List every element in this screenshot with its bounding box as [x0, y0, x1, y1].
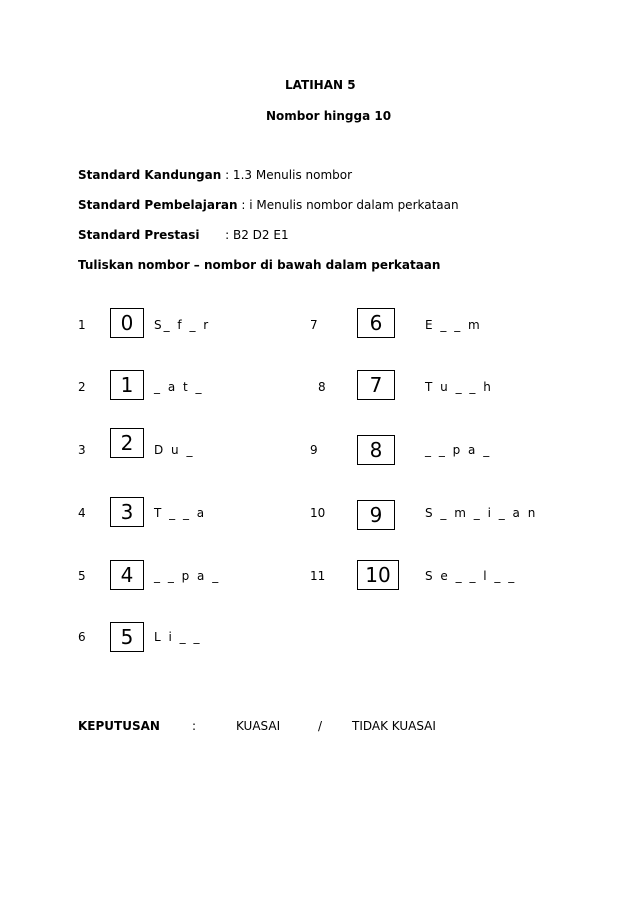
standard-kandungan-label: Standard Kandungan [78, 168, 222, 182]
word-blank: S _ m _ i _ a n [425, 506, 538, 520]
item-number: 6 [78, 630, 86, 644]
item-number: 11 [310, 569, 326, 583]
option-kuasai[interactable]: KUASAI [236, 719, 281, 733]
word-blank: S_ f _ r [154, 318, 211, 332]
digit-box: 6 [357, 308, 395, 338]
item-number: 2 [78, 380, 86, 394]
standard-kandungan-value: : 1.3 Menulis nombor [225, 168, 353, 182]
item-number: 7 [310, 318, 318, 332]
word-blank: T u _ _ h [425, 380, 493, 394]
digit-box: 1 [110, 370, 144, 400]
digit-box: 5 [110, 622, 144, 652]
item-number: 8 [318, 380, 326, 394]
standard-pembelajaran-value: : i Menulis nombor dalam perkataan [241, 198, 459, 212]
digit-box: 7 [357, 370, 395, 400]
worksheet-title: LATIHAN 5 [285, 78, 356, 92]
item-number: 10 [310, 506, 326, 520]
digit-box: 4 [110, 560, 144, 590]
option-tidak-kuasai[interactable]: TIDAK KUASAI [352, 719, 436, 733]
word-blank: D u _ [154, 443, 195, 457]
keputusan-colon: : [192, 719, 197, 733]
option-separator: / [318, 719, 323, 733]
word-blank: L i _ _ [154, 630, 202, 644]
digit-box: 10 [357, 560, 399, 590]
standard-prestasi-value: : B2 D2 E1 [225, 228, 289, 242]
standard-prestasi-label: Standard Prestasi [78, 228, 200, 242]
item-number: 4 [78, 506, 86, 520]
keputusan-label: KEPUTUSAN [78, 719, 160, 733]
word-blank: _ _ p a _ [425, 443, 492, 457]
word-blank: _ a t _ [154, 380, 204, 394]
standard-kandungan [78, 168, 352, 182]
standard-prestasi [78, 228, 289, 242]
standard-pembelajaran [78, 198, 459, 212]
word-blank: E _ _ m [425, 318, 482, 332]
instruction-text: Tuliskan nombor – nombor di bawah dalam perkataan [78, 258, 441, 272]
item-number: 5 [78, 569, 86, 583]
standard-pembelajaran-label: Standard Pembelajaran [78, 198, 238, 212]
digit-box: 0 [110, 308, 144, 338]
word-blank: T _ _ a [154, 506, 207, 520]
digit-box: 2 [110, 428, 144, 458]
digit-box: 8 [357, 435, 395, 465]
word-blank: S e _ _ l _ _ [425, 569, 517, 583]
digit-box: 3 [110, 497, 144, 527]
item-number: 9 [310, 443, 318, 457]
item-number: 1 [78, 318, 86, 332]
worksheet-subtitle: Nombor hingga 10 [266, 109, 392, 123]
item-number: 3 [78, 443, 86, 457]
digit-box: 9 [357, 500, 395, 530]
word-blank: _ _ p a _ [154, 569, 221, 583]
